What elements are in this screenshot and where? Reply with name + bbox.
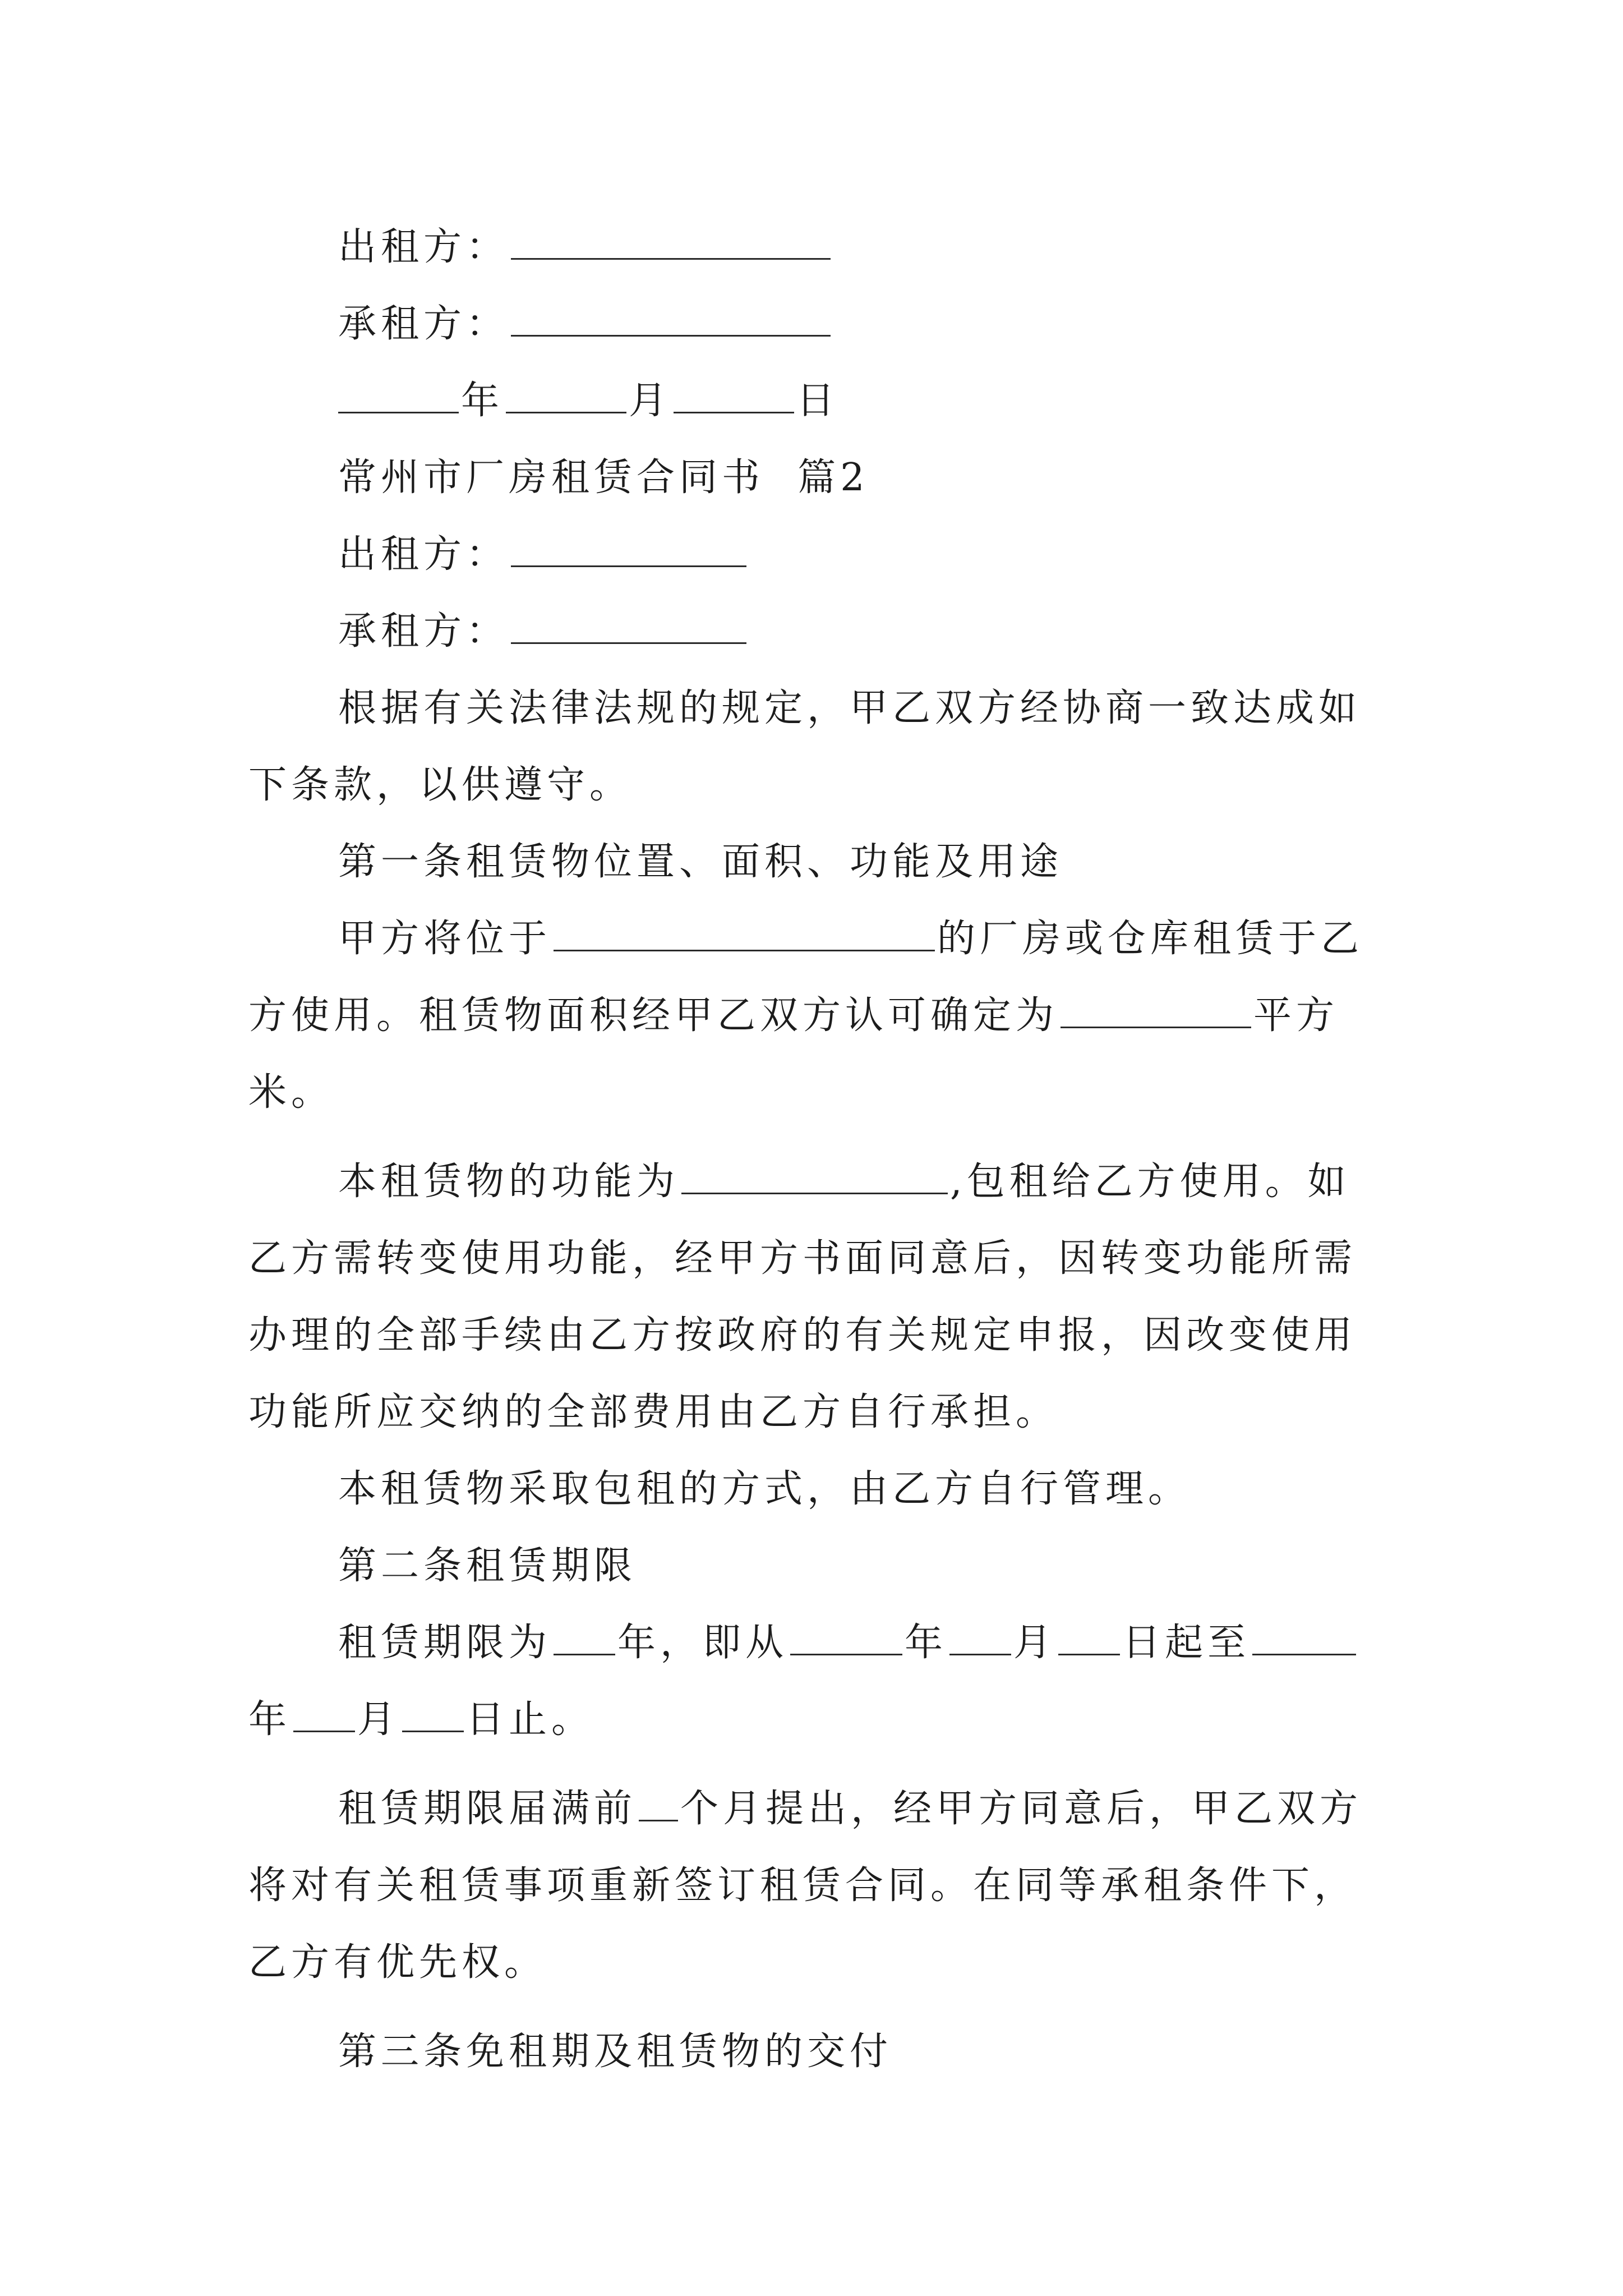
renewal-line-2	[248, 1847, 1387, 1924]
area-label: 方使用。租赁物面积经甲乙双方认可确定为	[248, 993, 1059, 1038]
function-line-4	[248, 1374, 1387, 1451]
paragraph-gap-3	[248, 2001, 1387, 2013]
function-label: 本租赁物的功能为	[338, 1159, 680, 1204]
renewal-months-blank	[639, 1787, 678, 1821]
function-line-2	[248, 1220, 1387, 1297]
preamble-text-2: 下条款，以供遵守。	[248, 763, 633, 807]
end-month-label: 月	[357, 1697, 400, 1742]
paragraph-gap	[248, 1131, 1387, 1143]
start-day-blank	[1058, 1621, 1120, 1655]
lessee-blank	[511, 302, 831, 337]
location-suffix: 的厂房或仓库租赁于乙	[937, 917, 1364, 961]
area-unit: 平方	[1253, 993, 1339, 1038]
area-unit-end: 米。	[248, 1070, 334, 1115]
end-day-blank	[402, 1698, 464, 1732]
lessee-label: 承租方：	[338, 302, 509, 346]
lessee-line-2	[248, 593, 1387, 670]
lessor-label: 出租方：	[338, 225, 509, 269]
start-year-label: 年	[905, 1621, 948, 1665]
article-2-heading	[248, 1527, 1387, 1604]
contract-body	[248, 209, 1387, 2090]
function-line-1	[248, 1143, 1387, 1220]
article-1-line-2	[248, 977, 1387, 1054]
lease-mode-line	[248, 1451, 1387, 1527]
function-text-3: 办理的全部手续由乙方按政府的有关规定申报，因改变使用	[248, 1313, 1357, 1358]
function-blank	[681, 1160, 948, 1194]
start-month-blank	[949, 1621, 1011, 1655]
preamble-text-1: 根据有关法律法规的规定，甲乙双方经协商一致达成如	[338, 686, 1362, 730]
article-1-line-1	[248, 900, 1387, 977]
article-2-heading-text: 第二条租赁期限	[338, 1544, 637, 1588]
renewal-suffix: 个月提出，经甲方同意后，甲乙双方	[680, 1787, 1363, 1831]
year-label: 年	[461, 379, 504, 423]
start-year-blank	[790, 1621, 902, 1655]
renewal-line-3	[248, 1924, 1387, 2001]
renewal-label: 租赁期限届满前	[338, 1787, 637, 1831]
section-title	[248, 439, 1387, 516]
start-month-label: 月	[1013, 1621, 1057, 1665]
start-day-label: 日起至	[1122, 1621, 1251, 1665]
day-label: 日	[796, 379, 840, 423]
preamble-line-1	[248, 670, 1387, 747]
function-suffix: ,包租给乙方使用。如	[950, 1159, 1350, 1204]
end-year-blank	[1252, 1621, 1356, 1655]
month-blank	[506, 379, 626, 413]
location-label: 甲方将位于	[338, 917, 552, 961]
section-title-text: 常州市厂房租赁合同书 篇2	[338, 455, 869, 500]
lessee-label-2: 承租方：	[338, 609, 509, 654]
paragraph-gap-2	[248, 1758, 1387, 1770]
term-years-blank	[554, 1621, 615, 1655]
lessor-blank-2	[511, 533, 746, 567]
end-month-blank	[293, 1698, 355, 1732]
lessor-line-2	[248, 516, 1387, 593]
lessee-blank-2	[511, 610, 746, 644]
lessor-line	[248, 209, 1387, 286]
year-blank	[338, 379, 459, 413]
article-3-heading	[248, 2013, 1387, 2090]
lessor-label-2: 出租方：	[338, 532, 509, 577]
area-blank	[1061, 994, 1251, 1028]
article-1-line-3	[248, 1054, 1387, 1131]
preamble-line-2	[248, 747, 1387, 823]
term-label: 租赁期限为	[338, 1621, 552, 1665]
article-3-heading-text: 第三条免租期及租赁物的交付	[338, 2030, 893, 2074]
lease-mode-text: 本租赁物采取包租的方式，由乙方自行管理。	[338, 1467, 1191, 1511]
location-blank	[554, 917, 935, 951]
month-label: 月	[629, 379, 672, 423]
end-day-label: 日止。	[466, 1697, 594, 1742]
day-blank	[674, 379, 794, 413]
renewal-text-2: 将对有关租赁事项重新签订租赁合同。在同等承租条件下，	[248, 1864, 1357, 1908]
term-from-label: 年，即从	[617, 1621, 789, 1665]
lessee-line	[248, 286, 1387, 362]
article-1-heading-text: 第一条租赁物位置、面积、功能及用途	[338, 840, 1063, 884]
function-text-2: 乙方需转变使用功能，经甲方书面同意后，因转变功能所需	[248, 1236, 1357, 1281]
renewal-line-1	[248, 1770, 1387, 1847]
term-line-1	[248, 1604, 1387, 1681]
lessor-blank	[511, 226, 831, 260]
renewal-text-3: 乙方有优先权。	[248, 1940, 547, 1985]
article-1-heading	[248, 823, 1387, 900]
function-text-4: 功能所应交纳的全部费用由乙方自行承担。	[248, 1390, 1059, 1434]
term-line-2	[248, 1681, 1387, 1758]
date-line	[248, 362, 1387, 439]
function-line-3	[248, 1297, 1387, 1374]
end-year-label: 年	[248, 1697, 292, 1742]
